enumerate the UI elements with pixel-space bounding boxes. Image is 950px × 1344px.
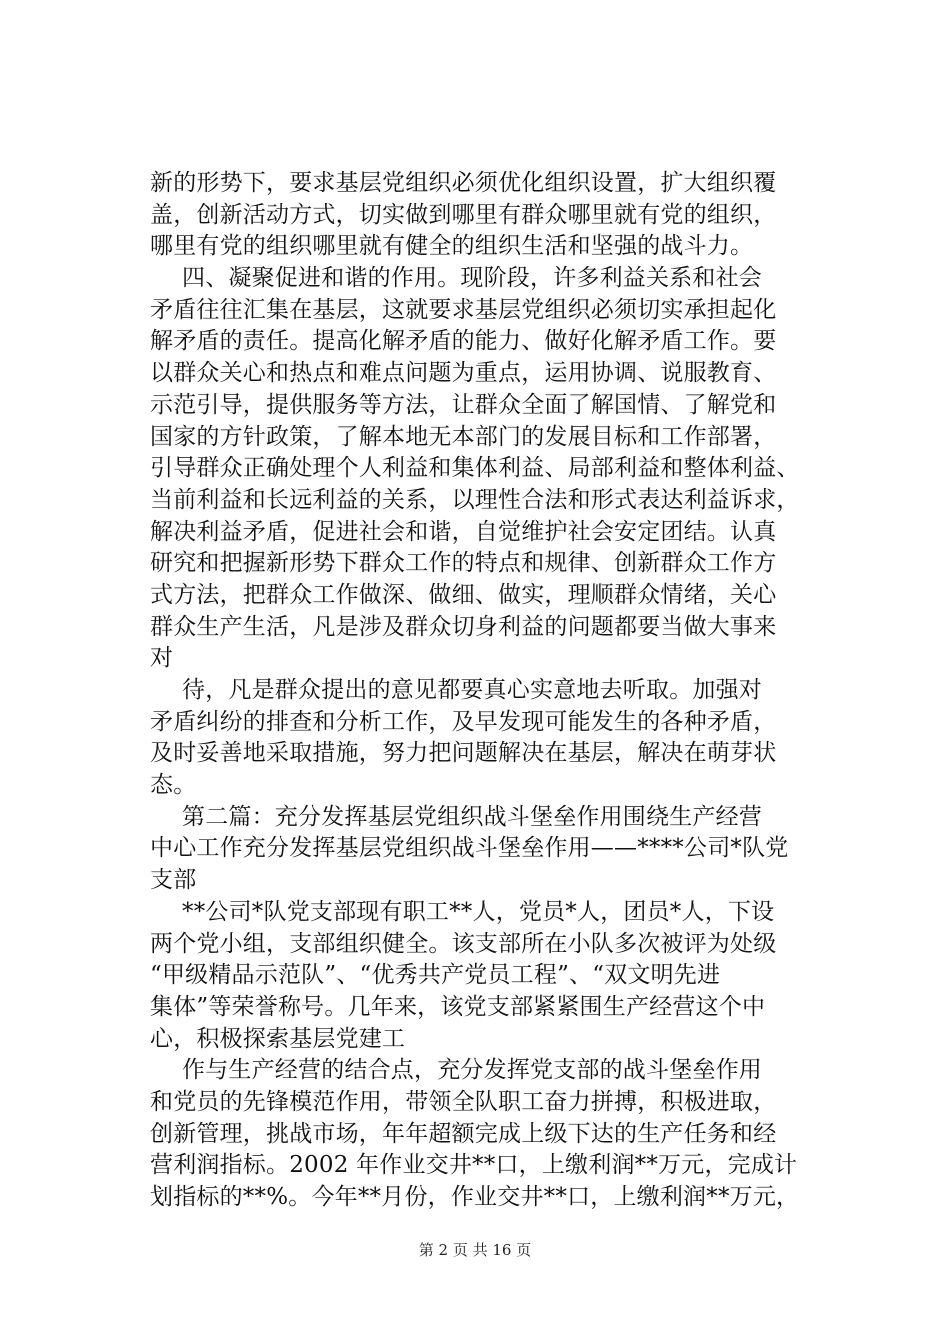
text-line: 划指标的**%。今年**月份，作业交井**口，上缴利润**万元， <box>150 1184 800 1210</box>
text-line: 研究和把握新形势下群众工作的特点和规律、创新群众工作方 <box>150 550 777 577</box>
text-line: 当前利益和长远利益的关系，以理性合法和形式表达利益诉求， <box>150 486 800 513</box>
text-line: 以群众关心和热点和难点问题为重点，运用协调、说服教育、 <box>150 360 777 387</box>
page-number-footer: 第 2 页 共 16 页 <box>418 1241 532 1259</box>
text-line: 矛盾往往汇集在基层，这就要求基层党组织必须切实承担起化 <box>150 296 777 323</box>
text-line: 盖，创新活动方式，切实做到哪里有群众哪里就有党的组织， <box>150 201 777 228</box>
text-line: 解决利益矛盾，促进社会和谐，自觉维护社会安定团结。认真 <box>150 518 777 545</box>
text-line: 哪里有党的组织哪里就有健全的组织生活和坚强的战斗力。 <box>150 233 754 260</box>
text-line: 态。 <box>150 772 197 799</box>
document-body <box>150 168 840 1214</box>
text-line: 创新管理，挑战市场，年年超额完成上级下达的生产任务和经 <box>150 1120 777 1147</box>
text-line: 国家的方针政策，了解本地无本部门的发展目标和工作部署， <box>150 423 777 450</box>
text-line: 待，凡是群众提出的意见都要真心实意地去听取。加强对 <box>182 677 762 703</box>
text-line: 矛盾纠纷的排查和分析工作，及早发现可能发生的各种矛盾， <box>150 708 777 735</box>
text-line: 心，积极探索基层党建工 <box>150 1025 406 1052</box>
text-line: 作与生产经营的结合点，充分发挥党支部的战斗堡垒作用 <box>182 1057 762 1084</box>
text-line: “甲级精品示范队”、“优秀共产党员工程”、“双文明先进 <box>150 962 721 989</box>
text-line: 新的形势下，要求基层党组织必须优化组织设置，扩大组织覆 <box>150 170 777 196</box>
text-line: 对 <box>150 645 174 672</box>
text-line: 四、凝聚促进和谐的作用。现阶段，许多利益关系和社会 <box>182 265 762 292</box>
text-line: 和党员的先锋模范作用，带领全队职工奋力拼搏，积极进取， <box>150 1088 777 1115</box>
text-line: 支部 <box>150 867 197 894</box>
text-line: **公司*队党支部现有职工**人，党员*人，团员*人，下设 <box>182 898 775 925</box>
text-line: 第二篇：充分发挥基层党组织战斗堡垒作用围绕生产经营 <box>182 803 762 830</box>
text-line: 中心工作充分发挥基层党组织战斗堡垒作用——****公司*队党 <box>150 835 789 862</box>
text-line: 及时妥善地采取措施，努力把问题解决在基层，解决在萌芽状 <box>150 740 777 767</box>
text-line: 集体”等荣誉称号。几年来，该党支部紧紧围生产经营这个中 <box>150 993 766 1020</box>
text-line: 群众生产生活，凡是涉及群众切身利益的问题都要当做大事来 <box>150 613 777 640</box>
text-line: 营利润指标。2002 年作业交井**口，上缴利润**万元，完成计 <box>150 1152 798 1179</box>
text-line: 两个党小组，支部组织健全。该支部所在小队多次被评为处级 <box>150 930 777 957</box>
text-line: 式方法，把群众工作做深、做细、做实，理顺群众情绪，关心 <box>150 581 777 608</box>
text-line: 解矛盾的责任。提高化解矛盾的能力、做好化解矛盾工作。要 <box>150 328 777 355</box>
text-line: 示范引导，提供服务等方法，让群众全面了解国情、了解党和 <box>150 391 777 418</box>
text-line: 引导群众正确处理个人利益和集体利益、局部利益和整体利益、 <box>150 455 800 482</box>
